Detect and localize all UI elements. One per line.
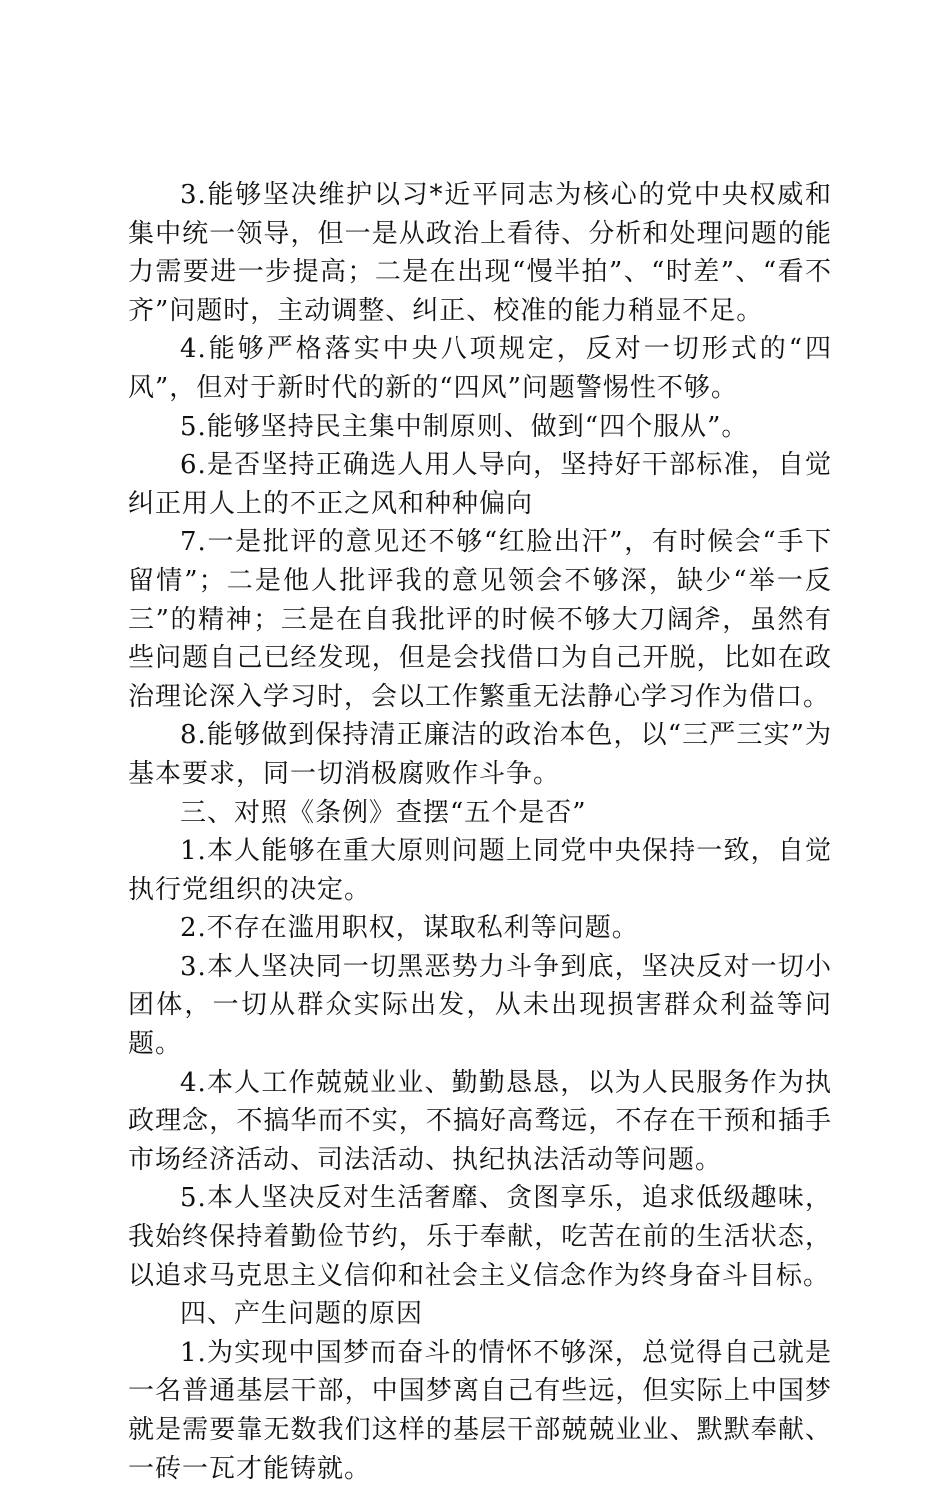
paragraph-regulation-item-1: 1.本人能够在重大原则问题上同党中央保持一致，自觉执行党组织的决定。 (128, 836, 832, 905)
paragraph-regulation-item-4: 4.本人工作兢兢业业、勤勤恳恳，以为人民服务作为执政理念，不搞华而不实，不搞好高骛远，不存在干预和插手市场经济活动、司法活动、执纪执法活动等问题。 (128, 1067, 832, 1175)
paragraph-regulation-item-5: 5.本人坚决反对生活奢靡、贪图享乐，追求低级趣味，我始终保持着勤俭节约，乐于奉献，吃苦在前的生活状态，以追求马克思主义信仰和社会主义信念作为终身奋斗目标。 (128, 1183, 832, 1291)
document-body (128, 176, 832, 1488)
paragraph-item-6-cadre-selection: 6.是否坚持正确选人用人导向，坚持好干部标准，自觉纠正用人上的不正之风和种种偏向 (128, 450, 832, 519)
paragraph-cause-item-1: 1.为实现中国梦而奋斗的情怀不够深，总觉得自己就是一名普通基层干部，中国梦离自己有些远，但实际上中国梦就是需要靠无数我们这样的基层干部兢兢业业、默默奉献、一砖一瓦才能铸就。 (128, 1337, 832, 1484)
paragraph-item-4-eight-rules: 4.能够严格落实中央八项规定，反对一切形式的“四风”，但对于新时代的新的“四风”问题警惕性不够。 (128, 334, 832, 403)
paragraph-item-5-democratic-centralism: 5.能够坚持民主集中制原则、做到“四个服从”。 (180, 411, 749, 442)
paragraph-item-3-central-authority: 3.能够坚决维护以习*近平同志为核心的党中央权威和集中统一领导，但一是从政治上看待、分析和处理问题的能力需要进一步提高；二是在出现“慢半拍”、“时差”、“看不齐”问题时，主动调整、纠正、校准的能力稍显不足。 (128, 180, 832, 326)
section-heading-three: 三、对照《条例》查摆“五个是否” (180, 797, 587, 828)
section-heading-four: 四、产生问题的原因 (180, 1299, 424, 1330)
paragraph-item-7-criticism: 7.一是批评的意见还不够“红脸出汗”，有时候会“手下留情”；二是他人批评我的意见领会不够深，缺少“举一反三”的精神；三是在自我批评的时候不够大刀阔斧，虽然有些问题自己已经发现，但是会找借口为自己开脱，比如在政治理论深入学习时，会以工作繁重无法静心学习作为借口。 (128, 527, 832, 712)
paragraph-regulation-item-2: 2.不存在滥用职权，谋取私利等问题。 (180, 913, 639, 944)
paragraph-regulation-item-3: 3.本人坚决同一切黑恶势力斗争到底，坚决反对一切小团体，一切从群众实际出发，从未出现损害群众利益等问题。 (128, 951, 832, 1060)
paragraph-item-8-integrity: 8.能够做到保持清正廉洁的政治本色，以“三严三实”为基本要求，同一切消极腐败作斗争。 (128, 720, 832, 789)
